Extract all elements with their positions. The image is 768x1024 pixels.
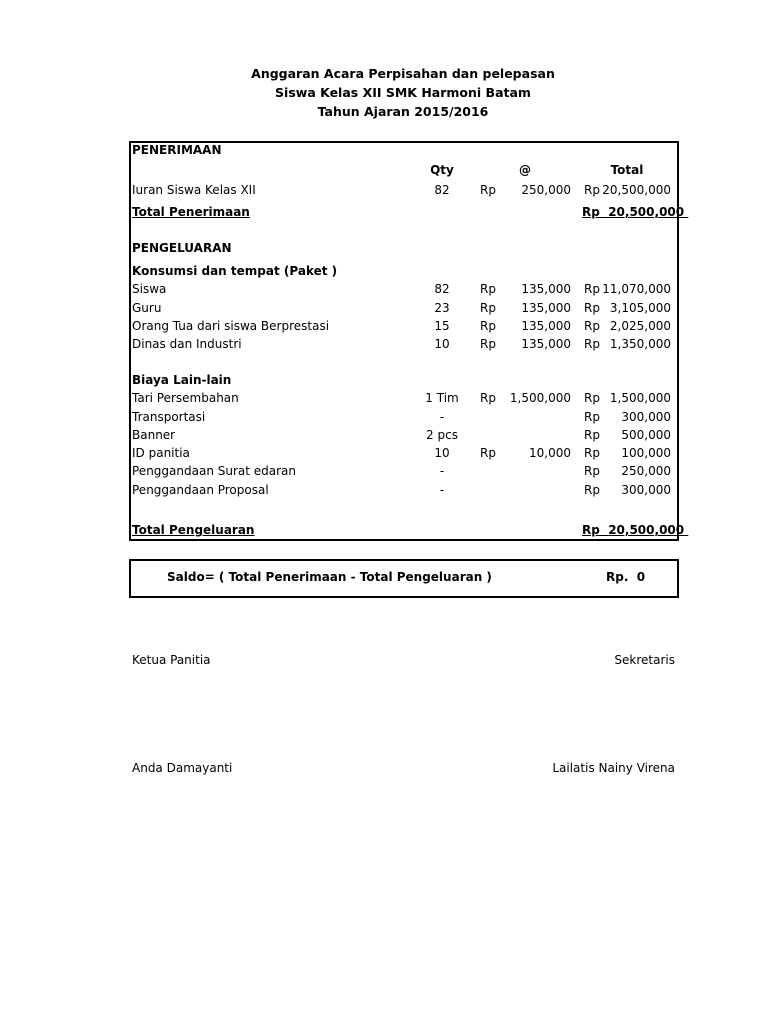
row-qty: 2 pcs — [426, 428, 458, 442]
row-label: Guru — [132, 301, 162, 315]
row-rp-total: Rp — [584, 301, 600, 315]
row-qty: 82 — [434, 183, 450, 197]
row-price: 135,000 — [521, 301, 571, 315]
row-total: 300,000 — [621, 410, 671, 424]
row-label: Orang Tua dari siswa Berprestasi — [132, 319, 330, 333]
saldo-label: Saldo= ( Total Penerimaan - Total Pengeluaran ) — [167, 570, 492, 584]
saldo-amount — [606, 570, 645, 584]
row-total: 100,000 — [621, 446, 671, 460]
row-label: Iuran Siswa Kelas XII — [132, 183, 256, 197]
row-rp-unit: Rp — [480, 301, 496, 315]
row-label: Siswa — [132, 282, 167, 296]
expense-group-title: Biaya Lain-lain — [132, 373, 232, 387]
expenses-total-value: 20,500,000 — [608, 523, 685, 537]
row-qty: - — [439, 410, 445, 424]
row-label: ID panitia — [132, 446, 190, 460]
row-total: 20,500,000 — [602, 183, 671, 197]
signature-right-role: Sekretaris — [614, 653, 675, 667]
signature-left-name: Anda Damayanti — [132, 761, 233, 775]
doc-title-line-3: Tahun Ajaran 2015/2016 — [317, 104, 489, 119]
row-label: Tari Persembahan — [132, 391, 239, 405]
receipts-total-rp: Rp — [582, 205, 600, 219]
row-qty: 1 Tim — [425, 391, 459, 405]
row-rp-total: Rp — [584, 282, 600, 296]
row-rp-total: Rp — [584, 183, 600, 197]
row-label: Penggandaan Proposal — [132, 483, 269, 497]
row-rp-unit: Rp — [480, 446, 496, 460]
row-price: 135,000 — [521, 337, 571, 351]
signature-right-name: Lailatis Nainy Virena — [552, 761, 675, 775]
doc-title-line-2: Siswa Kelas XII SMK Harmoni Batam — [275, 85, 531, 100]
row-rp-unit: Rp — [480, 337, 496, 351]
col-header-total: Total — [610, 163, 644, 177]
row-label: Penggandaan Surat edaran — [132, 464, 297, 478]
row-rp-unit: Rp — [480, 319, 496, 333]
saldo-rp: Rp. — [606, 570, 629, 584]
saldo-value: 0 — [636, 570, 646, 584]
row-total: 1,350,000 — [609, 337, 671, 351]
row-rp-unit: Rp — [480, 183, 496, 197]
expense-group-title: Konsumsi dan tempat (Paket ) — [132, 264, 338, 278]
row-price: 250,000 — [521, 183, 571, 197]
row-label: Banner — [132, 428, 176, 442]
row-rp-total: Rp — [584, 464, 600, 478]
row-qty: - — [439, 483, 445, 497]
row-rp-total: Rp — [584, 428, 600, 442]
receipts-total-label: Total Penerimaan — [132, 205, 250, 219]
row-rp-total: Rp — [584, 337, 600, 351]
row-qty: 23 — [434, 301, 450, 315]
col-header-qty: Qty — [430, 163, 454, 177]
row-total: 3,105,000 — [609, 301, 671, 315]
row-rp-total: Rp — [584, 319, 600, 333]
row-qty: 15 — [434, 319, 450, 333]
row-total: 2,025,000 — [609, 319, 671, 333]
expenses-total-label: Total Pengeluaran — [132, 523, 255, 537]
row-price: 135,000 — [521, 319, 571, 333]
row-total: 250,000 — [621, 464, 671, 478]
signature-left-role: Ketua Panitia — [132, 653, 211, 667]
row-label: Transportasi — [132, 410, 206, 424]
row-label: Dinas dan Industri — [132, 337, 242, 351]
row-total: 11,070,000 — [602, 282, 671, 296]
row-rp-unit: Rp — [480, 391, 496, 405]
receipts-title: PENERIMAAN — [132, 143, 222, 157]
row-qty: 10 — [434, 337, 450, 351]
row-qty: 82 — [434, 282, 450, 296]
col-header-at: @ — [519, 163, 531, 177]
row-rp-unit: Rp — [480, 282, 496, 296]
row-rp-total: Rp — [584, 446, 600, 460]
row-rp-total: Rp — [584, 483, 600, 497]
expenses-total-amount — [582, 523, 688, 537]
receipts-total-amount — [582, 205, 688, 219]
expenses-total-rp: Rp — [582, 523, 600, 537]
receipts-total-value: 20,500,000 — [608, 205, 685, 219]
row-total: 300,000 — [621, 483, 671, 497]
expenses-title: PENGELUARAN — [132, 241, 232, 255]
row-rp-total: Rp — [584, 391, 600, 405]
row-qty: 10 — [434, 446, 450, 460]
row-price: 1,500,000 — [509, 391, 571, 405]
row-qty: - — [439, 464, 445, 478]
row-price: 10,000 — [529, 446, 571, 460]
row-total: 500,000 — [621, 428, 671, 442]
doc-title-line-1: Anggaran Acara Perpisahan dan pelepasan — [251, 66, 555, 81]
row-rp-total: Rp — [584, 410, 600, 424]
row-total: 1,500,000 — [609, 391, 671, 405]
row-price: 135,000 — [521, 282, 571, 296]
